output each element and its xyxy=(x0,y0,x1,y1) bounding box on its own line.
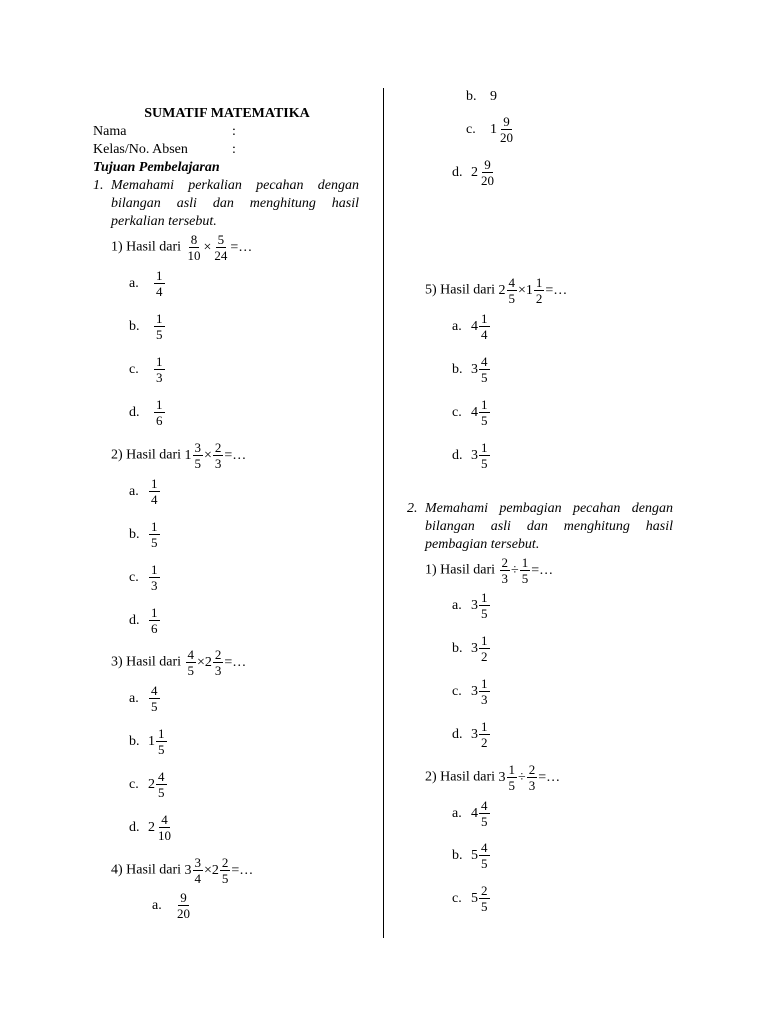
section1-number: 1. xyxy=(93,178,104,193)
question-1-1 xyxy=(111,232,252,263)
whole-part: 4 xyxy=(471,318,478,334)
numerator: 9 xyxy=(503,114,510,129)
fraction xyxy=(479,676,490,707)
option-letter: b. xyxy=(466,89,477,104)
fraction xyxy=(479,397,490,428)
numerator: 1 xyxy=(481,676,488,691)
denominator: 3 xyxy=(528,778,536,793)
option-fraction xyxy=(154,268,165,299)
option-letter: a. xyxy=(129,275,139,291)
option-1-5-d[interactable] xyxy=(452,440,491,471)
section2-objective-text: Memahami pembagian pecahan dengan bilangan asli dan menghitung hasil pembagian tersebut. xyxy=(425,501,673,552)
option-letter: b. xyxy=(452,640,463,656)
numerator: 1 xyxy=(156,268,163,283)
whole-part: 1 xyxy=(184,447,192,463)
numerator: 1 xyxy=(158,726,165,741)
option-letter: c. xyxy=(452,890,462,906)
denominator: 24 xyxy=(214,248,228,263)
tujuan-heading: Tujuan Pembelajaran xyxy=(93,160,220,175)
numerator: 4 xyxy=(161,812,168,827)
numerator: 1 xyxy=(151,519,158,534)
equals-ellipsis: =… xyxy=(224,654,247,670)
question-1-3 xyxy=(111,647,246,678)
question-prefix: Hasil dari xyxy=(126,239,181,255)
numerator: 1 xyxy=(521,555,529,570)
operator: × xyxy=(204,862,212,878)
kelas-colon: : xyxy=(232,142,236,157)
question-2-1 xyxy=(425,555,553,586)
question-2-2 xyxy=(425,762,560,793)
question-number: 3) xyxy=(111,654,123,670)
option-letter: a. xyxy=(152,897,162,913)
option-fraction xyxy=(154,354,165,385)
operator: × xyxy=(197,654,205,670)
option-2-1-d[interactable] xyxy=(452,719,491,750)
fraction xyxy=(212,232,229,263)
numerator: 1 xyxy=(508,762,515,777)
option-mixed-number xyxy=(471,633,491,664)
denominator: 4 xyxy=(156,284,163,299)
numerator: 1 xyxy=(151,605,158,620)
denominator: 6 xyxy=(156,413,163,428)
option-fraction xyxy=(154,397,165,428)
mixed-number xyxy=(185,855,205,886)
fraction xyxy=(479,440,490,471)
option-mixed-number xyxy=(471,719,491,750)
option-mixed-number xyxy=(471,397,491,428)
option-letter: d. xyxy=(452,447,463,463)
whole-part: 2 xyxy=(148,819,155,835)
fraction xyxy=(498,114,515,145)
denominator: 10 xyxy=(158,828,171,843)
denominator: 2 xyxy=(481,735,488,750)
option-letter: c. xyxy=(129,361,139,377)
question-number: 5) xyxy=(425,282,437,298)
numerator: 3 xyxy=(194,440,201,455)
option-mixed-number xyxy=(471,676,491,707)
question-number: 1) xyxy=(111,239,123,255)
equals-ellipsis: =… xyxy=(538,769,561,785)
question-prefix: Hasil dari xyxy=(126,654,181,670)
fraction xyxy=(186,232,203,263)
nama-label: Nama xyxy=(93,124,127,139)
option-2-1-a[interactable] xyxy=(452,590,491,621)
denominator: 5 xyxy=(481,856,488,871)
option-mixed-number xyxy=(471,798,491,829)
denominator: 5 xyxy=(481,899,488,914)
denominator: 5 xyxy=(187,663,194,678)
question-prefix: Hasil dari xyxy=(440,562,495,578)
whole-part: 3 xyxy=(471,447,478,463)
denominator: 4 xyxy=(481,327,488,342)
option-mixed-number xyxy=(148,769,168,800)
option-1-4-a[interactable] xyxy=(152,890,193,921)
kelas-label: Kelas/No. Absen xyxy=(93,142,188,157)
option-letter: d. xyxy=(129,612,140,628)
nama-colon: : xyxy=(232,124,236,139)
numerator: 4 xyxy=(151,683,158,698)
fraction xyxy=(213,647,224,678)
numerator: 2 xyxy=(214,440,222,455)
numerator: 4 xyxy=(158,769,165,784)
denominator: 20 xyxy=(500,130,513,145)
operator: ÷ xyxy=(511,562,519,578)
numerator: 1 xyxy=(481,719,488,734)
whole-part: 2 xyxy=(211,862,219,878)
option-letter: c. xyxy=(129,776,139,792)
option-1-5-b[interactable] xyxy=(452,354,491,385)
fraction xyxy=(479,590,490,621)
numerator: 5 xyxy=(217,232,225,247)
option-letter: c. xyxy=(466,121,476,137)
option-fraction xyxy=(149,605,160,636)
numerator: 4 xyxy=(187,647,194,662)
equals-ellipsis: =… xyxy=(224,447,247,463)
denominator: 3 xyxy=(501,571,508,586)
column-divider xyxy=(383,88,384,938)
option-letter: a. xyxy=(129,690,139,706)
option-1-3-b[interactable] xyxy=(129,726,168,757)
numerator: 1 xyxy=(481,397,488,412)
numerator: 4 xyxy=(481,354,488,369)
option-mixed-number xyxy=(471,883,491,914)
fraction xyxy=(479,883,490,914)
denominator: 3 xyxy=(481,692,488,707)
numerator: 1 xyxy=(481,311,488,326)
numerator: 1 xyxy=(481,440,488,455)
operator: × xyxy=(203,239,212,255)
fraction xyxy=(213,440,224,471)
fraction xyxy=(479,719,490,750)
fraction xyxy=(193,855,204,886)
whole-part: 2 xyxy=(498,282,506,298)
equals-ellipsis: =… xyxy=(230,239,253,255)
section2-objective xyxy=(425,500,673,554)
fraction xyxy=(186,647,197,678)
denominator: 6 xyxy=(151,621,158,636)
question-number: 2) xyxy=(425,769,437,785)
question-number: 1) xyxy=(425,562,437,578)
denominator: 5 xyxy=(508,778,515,793)
option-mixed-number xyxy=(148,812,174,843)
numerator: 2 xyxy=(481,883,488,898)
fraction xyxy=(520,555,531,586)
mixed-number xyxy=(205,647,225,678)
option-letter: a. xyxy=(452,318,462,334)
option-mixed-number xyxy=(471,440,491,471)
operator: ÷ xyxy=(518,769,526,785)
numerator: 1 xyxy=(535,275,543,290)
denominator: 5 xyxy=(481,456,488,471)
fraction xyxy=(479,354,490,385)
question-number: 2) xyxy=(111,447,123,463)
denominator: 5 xyxy=(158,785,165,800)
denominator: 5 xyxy=(508,291,515,306)
numerator: 4 xyxy=(508,275,515,290)
numerator: 1 xyxy=(481,590,488,605)
numerator: 4 xyxy=(481,798,488,813)
denominator: 5 xyxy=(481,606,488,621)
denominator: 5 xyxy=(481,370,488,385)
denominator: 20 xyxy=(177,906,190,921)
option-fraction xyxy=(154,311,165,342)
option-1-1-b[interactable] xyxy=(129,311,166,342)
option-fraction xyxy=(149,562,160,593)
fraction xyxy=(193,440,204,471)
option-mixed-number xyxy=(148,726,168,757)
question-number: 4) xyxy=(111,862,123,878)
whole-part: 2 xyxy=(204,654,212,670)
denominator: 20 xyxy=(481,173,494,188)
option-1-2-d[interactable] xyxy=(129,605,161,636)
section1-objective-text: Memahami perkalian pecahan dengan bilangan asli dan menghitung hasil perkalian tersebut. xyxy=(111,178,359,229)
option-letter: b. xyxy=(452,361,463,377)
numerator: 2 xyxy=(221,855,229,870)
numerator: 9 xyxy=(180,890,187,905)
option-mixed-number xyxy=(471,840,491,871)
mixed-number xyxy=(185,440,205,471)
denominator: 5 xyxy=(481,814,488,829)
option-1-5-a[interactable] xyxy=(452,311,491,342)
fraction xyxy=(534,275,545,306)
denominator: 4 xyxy=(194,871,201,886)
numerator: 1 xyxy=(151,476,158,491)
question-prefix: Hasil dari xyxy=(440,769,495,785)
fraction xyxy=(479,311,490,342)
whole-part: 3 xyxy=(471,361,478,377)
denominator: 5 xyxy=(158,742,165,757)
option-mixed-number xyxy=(490,114,516,145)
option-fraction xyxy=(149,519,160,550)
option-letter: b. xyxy=(129,526,140,542)
mixed-number xyxy=(212,855,232,886)
whole-part: 3 xyxy=(184,862,192,878)
option-1-4-d[interactable] xyxy=(452,157,497,188)
option-letter: c. xyxy=(452,404,462,420)
whole-part: 5 xyxy=(471,890,478,906)
denominator: 5 xyxy=(151,699,158,714)
option-1-4-c[interactable] xyxy=(466,114,516,145)
whole-part: 1 xyxy=(490,121,497,137)
fraction xyxy=(479,157,496,188)
option-letter: a. xyxy=(129,483,139,499)
denominator: 5 xyxy=(156,327,163,342)
fraction xyxy=(479,840,490,871)
option-1-1-c[interactable] xyxy=(129,354,166,385)
option-letter: d. xyxy=(452,726,463,742)
numerator: 4 xyxy=(481,840,488,855)
option-letter: d. xyxy=(452,164,463,180)
question-1-5 xyxy=(425,275,567,306)
option-value: 9 xyxy=(490,89,497,104)
numerator: 1 xyxy=(156,311,163,326)
whole-part: 3 xyxy=(471,640,478,656)
option-fraction xyxy=(149,476,160,507)
option-1-4-b[interactable] xyxy=(466,88,497,106)
mixed-number xyxy=(499,762,519,793)
option-2-2-b[interactable] xyxy=(452,840,491,871)
fraction xyxy=(220,855,231,886)
denominator: 5 xyxy=(521,571,529,586)
option-letter: d. xyxy=(129,819,140,835)
numerator: 1 xyxy=(151,562,158,577)
denominator: 3 xyxy=(214,456,222,471)
denominator: 5 xyxy=(481,413,488,428)
numerator: 3 xyxy=(194,855,201,870)
option-2-1-b[interactable] xyxy=(452,633,491,664)
whole-part: 3 xyxy=(471,597,478,613)
whole-part: 3 xyxy=(471,683,478,699)
denominator: 3 xyxy=(151,578,158,593)
option-2-2-a[interactable] xyxy=(452,798,491,829)
whole-part: 3 xyxy=(471,726,478,742)
option-mixed-number xyxy=(471,311,491,342)
numerator: 1 xyxy=(481,633,488,648)
option-1-3-a[interactable] xyxy=(129,683,161,714)
option-mixed-number xyxy=(471,590,491,621)
option-1-5-c[interactable] xyxy=(452,397,491,428)
option-1-3-d[interactable] xyxy=(129,812,174,843)
option-letter: b. xyxy=(129,733,140,749)
option-1-3-c[interactable] xyxy=(129,769,168,800)
option-fraction xyxy=(149,683,160,714)
operator: × xyxy=(518,282,526,298)
option-letter: d. xyxy=(129,404,140,420)
question-prefix: Hasil dari xyxy=(126,447,181,463)
denominator: 3 xyxy=(156,370,163,385)
option-mixed-number xyxy=(471,157,497,188)
whole-part: 2 xyxy=(148,776,155,792)
option-1-1-d[interactable] xyxy=(129,397,166,428)
worksheet-title: SUMATIF MATEMATIKA xyxy=(144,106,310,121)
option-1-2-b[interactable] xyxy=(129,519,161,550)
option-letter: a. xyxy=(452,597,462,613)
fraction xyxy=(507,275,518,306)
denominator: 4 xyxy=(151,492,158,507)
equals-ellipsis: =… xyxy=(545,282,568,298)
denominator: 5 xyxy=(194,456,201,471)
section2-number: 2. xyxy=(407,501,418,516)
numerator: 8 xyxy=(190,232,198,247)
whole-part: 5 xyxy=(471,847,478,863)
whole-part: 4 xyxy=(471,805,478,821)
option-letter: c. xyxy=(452,683,462,699)
equals-ellipsis: =… xyxy=(531,562,554,578)
denominator: 3 xyxy=(214,663,222,678)
numerator: 2 xyxy=(214,647,222,662)
option-1-1-a[interactable] xyxy=(129,268,166,299)
fraction xyxy=(500,555,511,586)
whole-part: 1 xyxy=(148,733,155,749)
whole-part: 3 xyxy=(498,769,506,785)
option-letter: b. xyxy=(129,318,140,334)
section1-objective xyxy=(111,177,359,231)
option-1-2-c[interactable] xyxy=(129,562,161,593)
whole-part: 2 xyxy=(471,164,478,180)
numerator: 2 xyxy=(528,762,536,777)
option-letter: a. xyxy=(452,805,462,821)
denominator: 2 xyxy=(481,649,488,664)
operator: × xyxy=(204,447,212,463)
fraction xyxy=(156,812,173,843)
fraction xyxy=(507,762,518,793)
fraction xyxy=(479,633,490,664)
option-1-2-a[interactable] xyxy=(129,476,161,507)
mixed-number xyxy=(526,275,546,306)
numerator: 1 xyxy=(156,354,163,369)
denominator: 2 xyxy=(535,291,543,306)
fraction xyxy=(527,762,538,793)
denominator: 5 xyxy=(221,871,229,886)
whole-part: 4 xyxy=(471,404,478,420)
fraction xyxy=(156,769,167,800)
denominator: 5 xyxy=(151,535,158,550)
option-mixed-number xyxy=(471,354,491,385)
mixed-number xyxy=(499,275,519,306)
fraction xyxy=(156,726,167,757)
option-2-2-c[interactable] xyxy=(452,883,491,914)
numerator: 2 xyxy=(501,555,508,570)
question-1-2 xyxy=(111,440,246,471)
equals-ellipsis: =… xyxy=(231,862,254,878)
whole-part: 1 xyxy=(525,282,533,298)
option-letter: b. xyxy=(452,847,463,863)
option-letter: c. xyxy=(129,569,139,585)
question-prefix: Hasil dari xyxy=(440,282,495,298)
option-2-1-c[interactable] xyxy=(452,676,491,707)
question-prefix: Hasil dari xyxy=(126,862,181,878)
question-1-4 xyxy=(111,855,253,886)
numerator: 9 xyxy=(484,157,491,172)
option-fraction xyxy=(175,890,192,921)
numerator: 1 xyxy=(156,397,163,412)
fraction xyxy=(479,798,490,829)
denominator: 10 xyxy=(187,248,201,263)
